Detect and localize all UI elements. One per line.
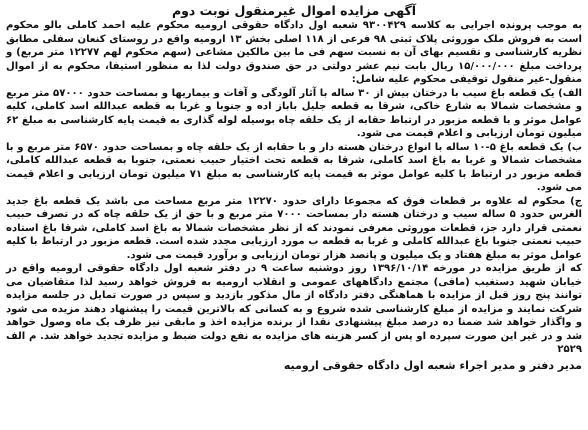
notice-title: آگهی مزایده اموال غیرمنقول نوبت دوم <box>171 3 417 18</box>
notice-signature: مدیر دفتر و مدیر اجراء شعبه اول دادگاه حقوقی ارومیه <box>283 358 582 372</box>
notice-closing-paragraph: که از طریق مزایده در مورخه ۱۳۹۶/۱۰/۱۴ روز دوشنبه ساعت ۹ در دفتر شعبه اول دادگاه حقوقی ارومیه واقع در خیابان شهید دستغیب (مافی) مجتمع دادگاههای عمومی و انقلاب ارومیه به فروش خواهد رسید لذا متقاضیان می توانند پنج روز قبل از مزایده با هماهنگی دفتر دادگاه از مال مذکور بازدید و سپس در صورت تمایل در جلسه مزایده شرکت نمایند و مزایده از مبلغ کارشناسی شده شروع و به کسانی که بالاترین قیمت را پیشنهاد دهند مزیده می شود و واگذار خواهد شد ضمنا ده درصد مبلغ پیشنهادی نقدا از برنده مزایده اخذ و مابقی نیز ظرف یک ماه وصول خواهد شد و در غیر این صورت سپرده او پس از کسر هزینه های مزایده به نفع دولت ضبط و مزایده تجدید خواهد شد. م الف ۲۵۲۹ <box>6 263 582 355</box>
notice-intro-paragraph: به موجب پرونده اجرایی به کلاسه ۹۳۰۰۴۲۹ شعبه اول دادگاه حقوقی ارومیه محکوم علیه احمد کاملی بالو محکوم است به فروش ملک موروثی پلاک ثبتی ۹۸ فرعی از ۱۱۸ اصلی بخش ۱۳ ارومیه واقع در روستای کنعان سفلی مطابق نظریه کارشناسی و تقسیم بهای آن به نسبت سهم فی ما بین مالکین مشاعی (سهم محکوم لهم ۱۲۲۷۷ متر مربع) و پرداخت مبلغ ۱۵/۰۰۰/۰۰۰ ریال بابت نیم عشر دولتی در حق صندوق دولت لذا به منظور استیفا، محکوم به از اموال منقول-غیر منقول توقیفی محکوم علیه شامل: <box>6 20 583 85</box>
notice-item-alef: الف) یک قطعه باغ سیب با درختان بیش از ۳۰ ساله با آثار آلودگی و آفات و بیماریها و بمساحت حدود ۵۷۰۰۰ متر مربع و مشخصات شمالا به شارع خاکی، شرقا به قطعه جلیل باباز اده و جنوبا و غربا به قطعه عبدالله اسد کاملی، کلیه عوامل موثر و با قطعه مزبور در ارتباط حقابه از یک حلقه چاه بوسیله لوله گذاری به قیمت پایه کارشناسی به مبلغ ۶۲ میلیون تومان ارزیابی و اعلام قیمت می شود. <box>6 87 582 139</box>
notice-item-be: ب) یک قطعه باغ ۵-۱۰ ساله با انواع درختان هسته دار و با حقابه از یک حلقه چاه و بمساحت حدود ۶۵۷۰ متر مربع و با مشخصات شمالا و غربا به باغ اسد کاملی، شرقا به قطعه تحت اختیار حبیب نعمتی، جنوبا به قطعه عبدالله کاملی، قطعه مزبور در ارتباط با کلیه عوامل موثر به قیمت پایه کارشناسی به مبلغ ۷۱ میلیون تومان ارزیابی و اعلام قیمت می شود. <box>6 141 583 193</box>
notice-item-jim: ج) محکوم له علاوه بر قطعات فوق که مجموعا دارای حدود ۱۲۲۷۰ متر مربع مساحت می باشد یک قطعه باغ جدید الغرس حدود ۵ ساله سیب و درختان هسته دار بمساحت ۷۰۰۰ متر مربع و با حق از یک حلقه چاه که در تصرف حبیب نعمتی قرار دارد جز، قطعات موروثی معرفی نمودند که از نظر مشخصات شمالا به باغ اسد کاملی، شرقا باغ استاده حبیب نعمتی جنوبا باغ عبدالله کاملی و غربا به قطعه ب مورد ارزیابی مجدد شده است. قطعه مزبور در ارتباط با کلیه عوامل موثر به مبلغ هفتاد و یک میلیون و پانصد هزار تومان ارزیابی و برآورد قیمت می شود. <box>6 195 582 261</box>
